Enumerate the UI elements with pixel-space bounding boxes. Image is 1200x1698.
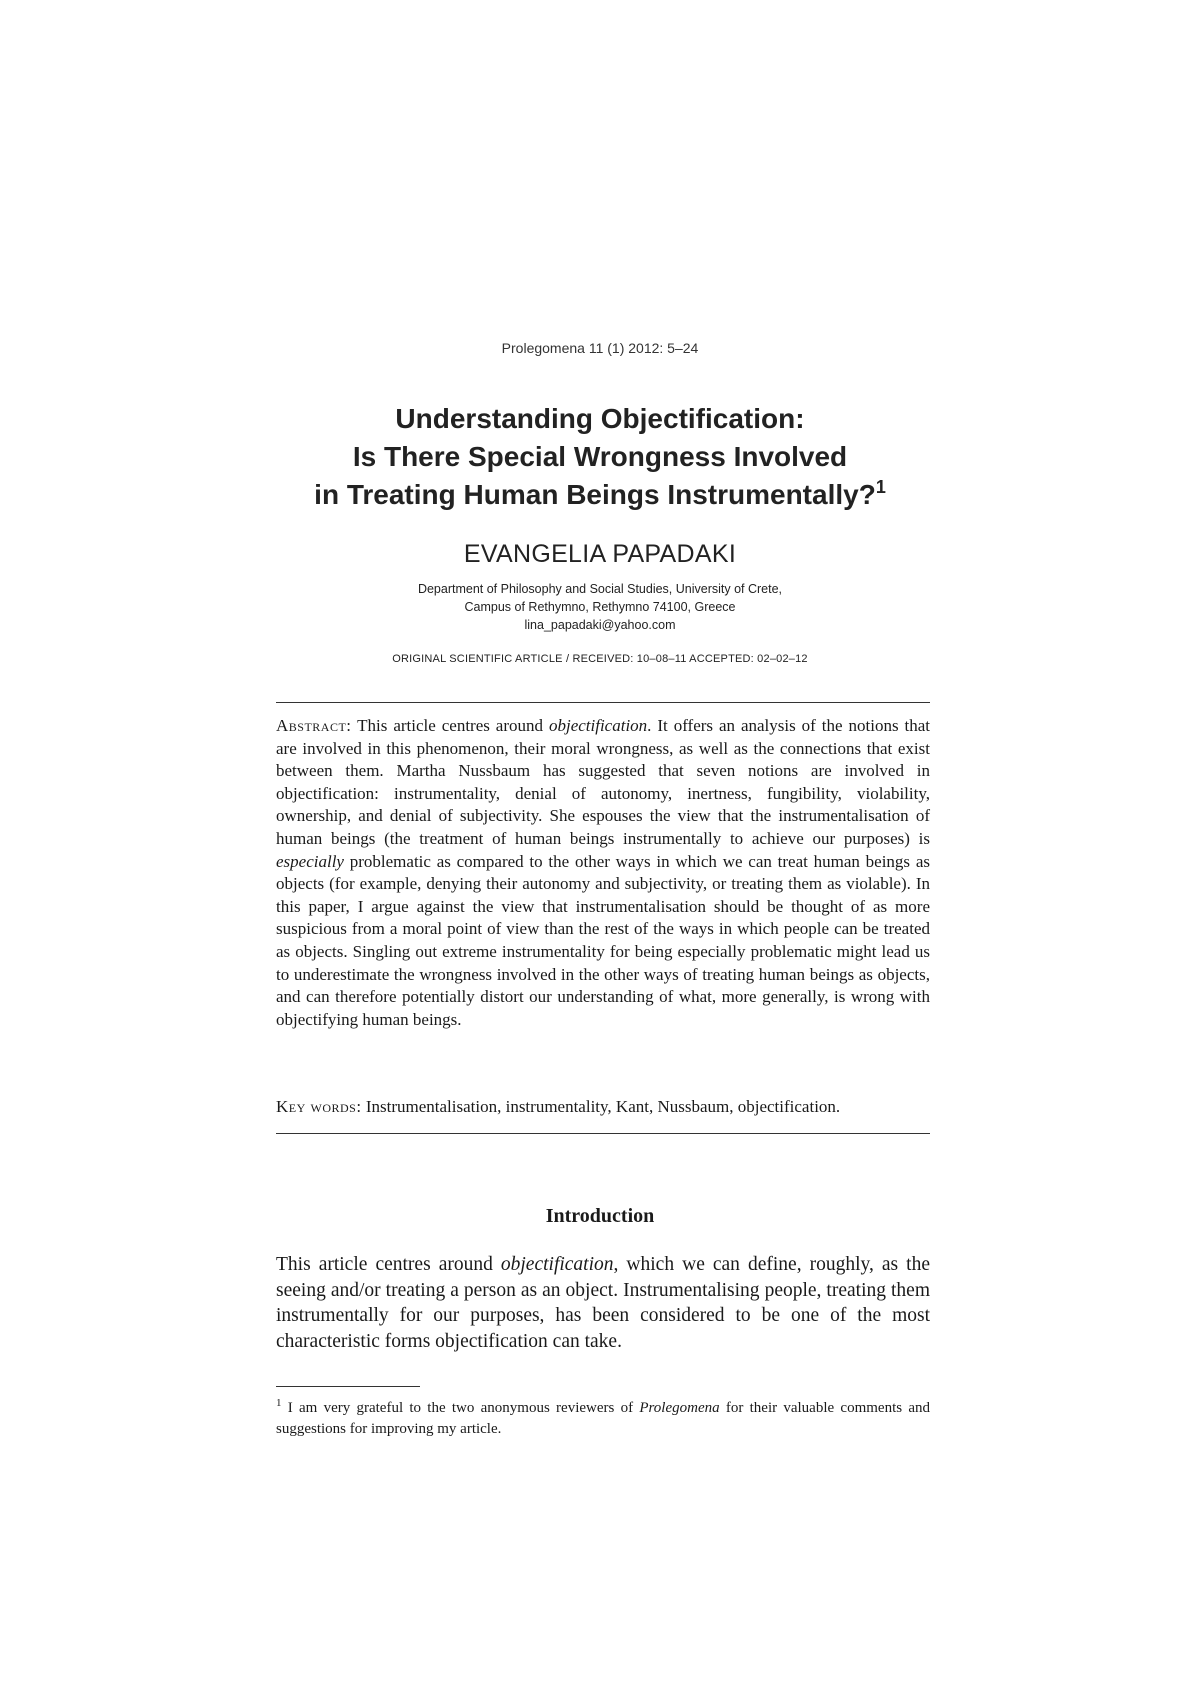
affiliation-campus: Campus of Rethymno, Rethymno 74100, Greece bbox=[464, 600, 736, 614]
intro-text: This article centres around bbox=[276, 1254, 501, 1275]
abstract-text: . It offers an analysis of the notions that are involved in this phenomenon, their moral wrongness, as well as the connections that exist between them. Martha Nussbaum has suggested that seven notions are involved in objectification: instrumentality, denial of autonomy, inertness, fungibility, violability, ownership, and denial of subjectivity. She espouses the view that the instrumentalisation of human beings (the treatment of human beings instrumentally to achieve our purposes) is bbox=[276, 716, 930, 848]
footnote-divider bbox=[276, 1386, 420, 1387]
title-line: Is There Special Wrongness Involved bbox=[352, 441, 848, 472]
footnote-text: for their valuable comments and suggestions for improving my article. bbox=[276, 1400, 930, 1437]
author-email[interactable]: lina_papadaki@yahoo.com bbox=[524, 618, 676, 632]
author-name: EVANGELIA PAPADAKI bbox=[463, 540, 737, 568]
title-footnote-marker[interactable]: 1 bbox=[875, 477, 886, 497]
affiliation-department: Department of Philosophy and Social Studies, University of Crete, bbox=[417, 582, 783, 596]
author-affiliation bbox=[0, 580, 1200, 634]
intro-text: , which we can define, roughly, as the seeing and/or treating a person as an object. Instrumentalising people, treating them instrumentally for our purposes, has been considered to be one of the most characteristic forms objectification can take. bbox=[276, 1254, 930, 1352]
title-line: Understanding Objectification: bbox=[395, 403, 805, 434]
section-heading-introduction: Introduction bbox=[545, 1205, 655, 1227]
intro-emphasis: objectification bbox=[500, 1254, 614, 1275]
keywords-block bbox=[276, 1096, 930, 1118]
keywords-label: Key words: bbox=[276, 1097, 362, 1116]
journal-reference: Prolegomena 11 (1) 2012: 5–24 bbox=[501, 340, 699, 356]
footnote-text: I am very grateful to the two anonymous reviewers of bbox=[281, 1400, 640, 1416]
title-line-text: in Treating Human Beings Instrumentally? bbox=[314, 479, 876, 510]
footnote bbox=[276, 1393, 930, 1440]
introduction-paragraph bbox=[276, 1252, 930, 1354]
article-title bbox=[0, 400, 1200, 514]
footnote-emphasis: Prolegomena bbox=[639, 1400, 720, 1416]
abstract-text: This article centres around bbox=[351, 716, 549, 735]
abstract-label: Abstract: bbox=[276, 716, 352, 735]
abstract-emphasis: objectification bbox=[548, 716, 648, 735]
article-meta: ORIGINAL SCIENTIFIC ARTICLE / RECEIVED: 10–08–11 ACCEPTED: 02–02–12 bbox=[392, 653, 808, 665]
abstract-block bbox=[276, 715, 930, 1031]
abstract-bottom-divider bbox=[276, 1133, 930, 1134]
title-line bbox=[0, 476, 1200, 514]
footnote-marker: 1 bbox=[276, 1397, 282, 1409]
abstract-text: problematic as compared to the other ways in which we can treat human beings as objects (for example, denying their autonomy and subjectivity, or treating them as violable). In this paper, I argue against the view that instrumentalisation should be thought of as more suspicious from a moral point of view than the rest of the ways in which people can be treated as objects. Singling out extreme instrumentality for being especially problematic might lead us to underestimate the wrongness involved in the other ways of treating human beings as objects, and can therefore potentially distort our understanding of what, more generally, is wrong with objectifying human beings. bbox=[276, 851, 930, 1029]
abstract-top-divider bbox=[276, 702, 930, 703]
keywords-text: Instrumentalisation, instrumentality, Kant, Nussbaum, objectification. bbox=[361, 1097, 841, 1116]
abstract-emphasis: especially bbox=[276, 851, 344, 871]
